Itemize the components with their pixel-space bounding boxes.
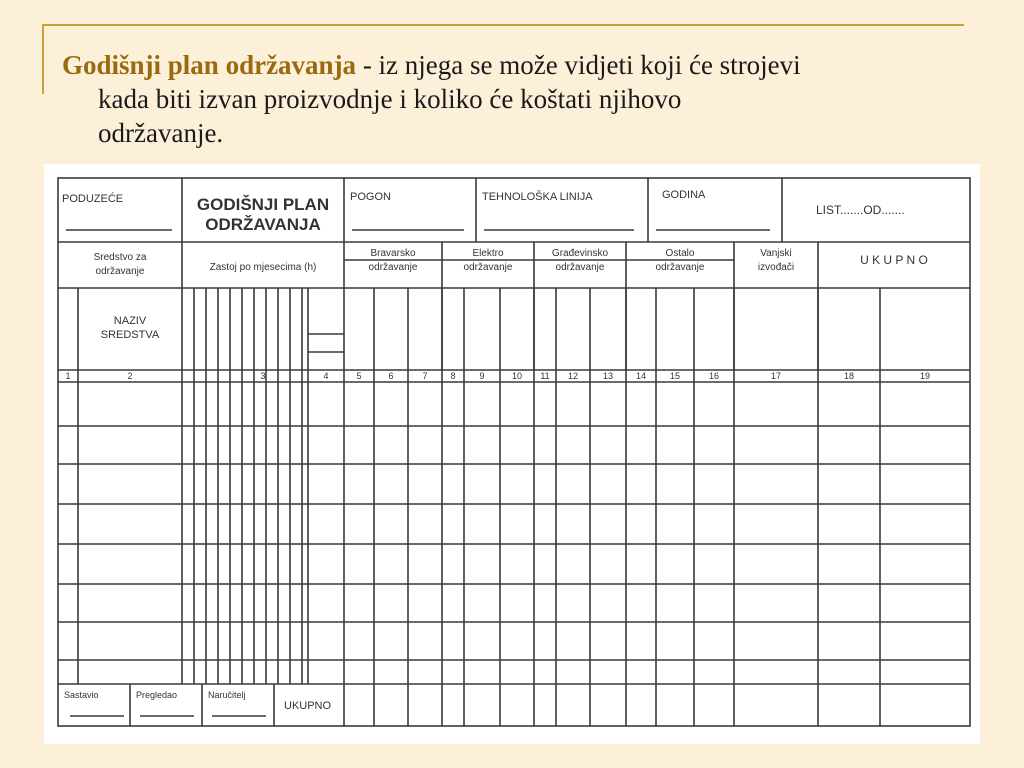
form-column-number: 12	[567, 371, 579, 381]
form-elektro-2: održavanje	[463, 262, 513, 273]
form-vanjski-1: Vanjski	[760, 248, 792, 259]
form-list: LIST.......OD.......	[816, 203, 905, 217]
form-sredstvo-za: Sredstvo za	[93, 252, 147, 263]
form-column-number: 15	[669, 371, 681, 381]
form-ukupno-header: U K U P N O	[860, 253, 928, 267]
form-poduzece: PODUZEĆE	[62, 193, 124, 205]
form-footer-sastavio: Sastavio	[64, 690, 99, 700]
form-ostalo-1: Ostalo	[665, 248, 695, 259]
form-column-number: 11	[540, 371, 550, 381]
slide-line-2: kada biti izvan proizvodnje i koliko će koštati njihovo	[98, 84, 682, 114]
form-ostalo-2: održavanje	[655, 262, 705, 273]
form-bravarsko-2: održavanje	[368, 262, 418, 273]
form-column-number: 5	[356, 371, 362, 381]
form-column-number: 4	[323, 371, 329, 381]
form-column-number: 2	[127, 371, 133, 381]
slide-title-bold: Godišnji plan održavanja	[62, 50, 357, 80]
form-pogon: POGON	[350, 191, 391, 203]
form-column-number: 17	[770, 371, 782, 381]
form-column-number: 16	[708, 371, 720, 381]
slide-title-rest: - iz njega se može vidjeti koji će strojevi	[356, 50, 801, 80]
form-column-number: 19	[919, 371, 931, 381]
form-tehnoloska-linija: TEHNOLOŠKA LINIJA	[482, 191, 593, 203]
form-vanjski-2: izvođači	[757, 262, 795, 273]
form-svg	[44, 164, 980, 744]
form-column-number: 6	[388, 371, 394, 381]
slide-left-rule	[42, 24, 44, 94]
form-title-1: GODIŠNJI PLAN	[196, 195, 330, 214]
maintenance-plan-form-image	[44, 164, 980, 744]
slide-bullet-text	[62, 48, 982, 150]
slide-top-rule	[42, 24, 964, 26]
form-column-numbers	[65, 371, 930, 381]
form-ukupno-footer: UKUPNO	[284, 700, 332, 712]
form-naziv-1: NAZIV	[113, 315, 147, 327]
form-elektro-1: Elektro	[472, 248, 504, 259]
form-column-number: 1	[65, 371, 71, 381]
form-title-2: ODRŽAVANJA	[205, 215, 321, 234]
form-column-number: 18	[843, 371, 855, 381]
form-column-number: 8	[450, 371, 456, 381]
form-column-number: 7	[422, 371, 428, 381]
form-grid	[58, 178, 970, 726]
form-column-number: 14	[635, 371, 647, 381]
form-naziv-2: SREDSTVA	[100, 329, 160, 341]
form-footer-pregledao: Pregledao	[136, 690, 178, 700]
form-zastoj: Zastoj po mjesecima (h)	[209, 262, 317, 273]
form-column-number: 10	[511, 371, 523, 381]
form-gradjevinsko-1: Građevinsko	[551, 248, 609, 259]
form-odrzavanje: održavanje	[95, 266, 145, 277]
form-footer-narucitelj: Naručitelj	[208, 690, 246, 700]
form-labels	[62, 189, 931, 712]
form-bravarsko-1: Bravarsko	[370, 248, 416, 259]
form-column-number: 3	[260, 371, 266, 381]
form-column-number: 9	[479, 371, 485, 381]
form-gradjevinsko-2: održavanje	[555, 262, 605, 273]
form-column-number: 13	[602, 371, 614, 381]
form-godina: GODINA	[662, 189, 706, 201]
slide-line-3: održavanje.	[98, 118, 224, 148]
form-footer-labels	[64, 690, 246, 700]
